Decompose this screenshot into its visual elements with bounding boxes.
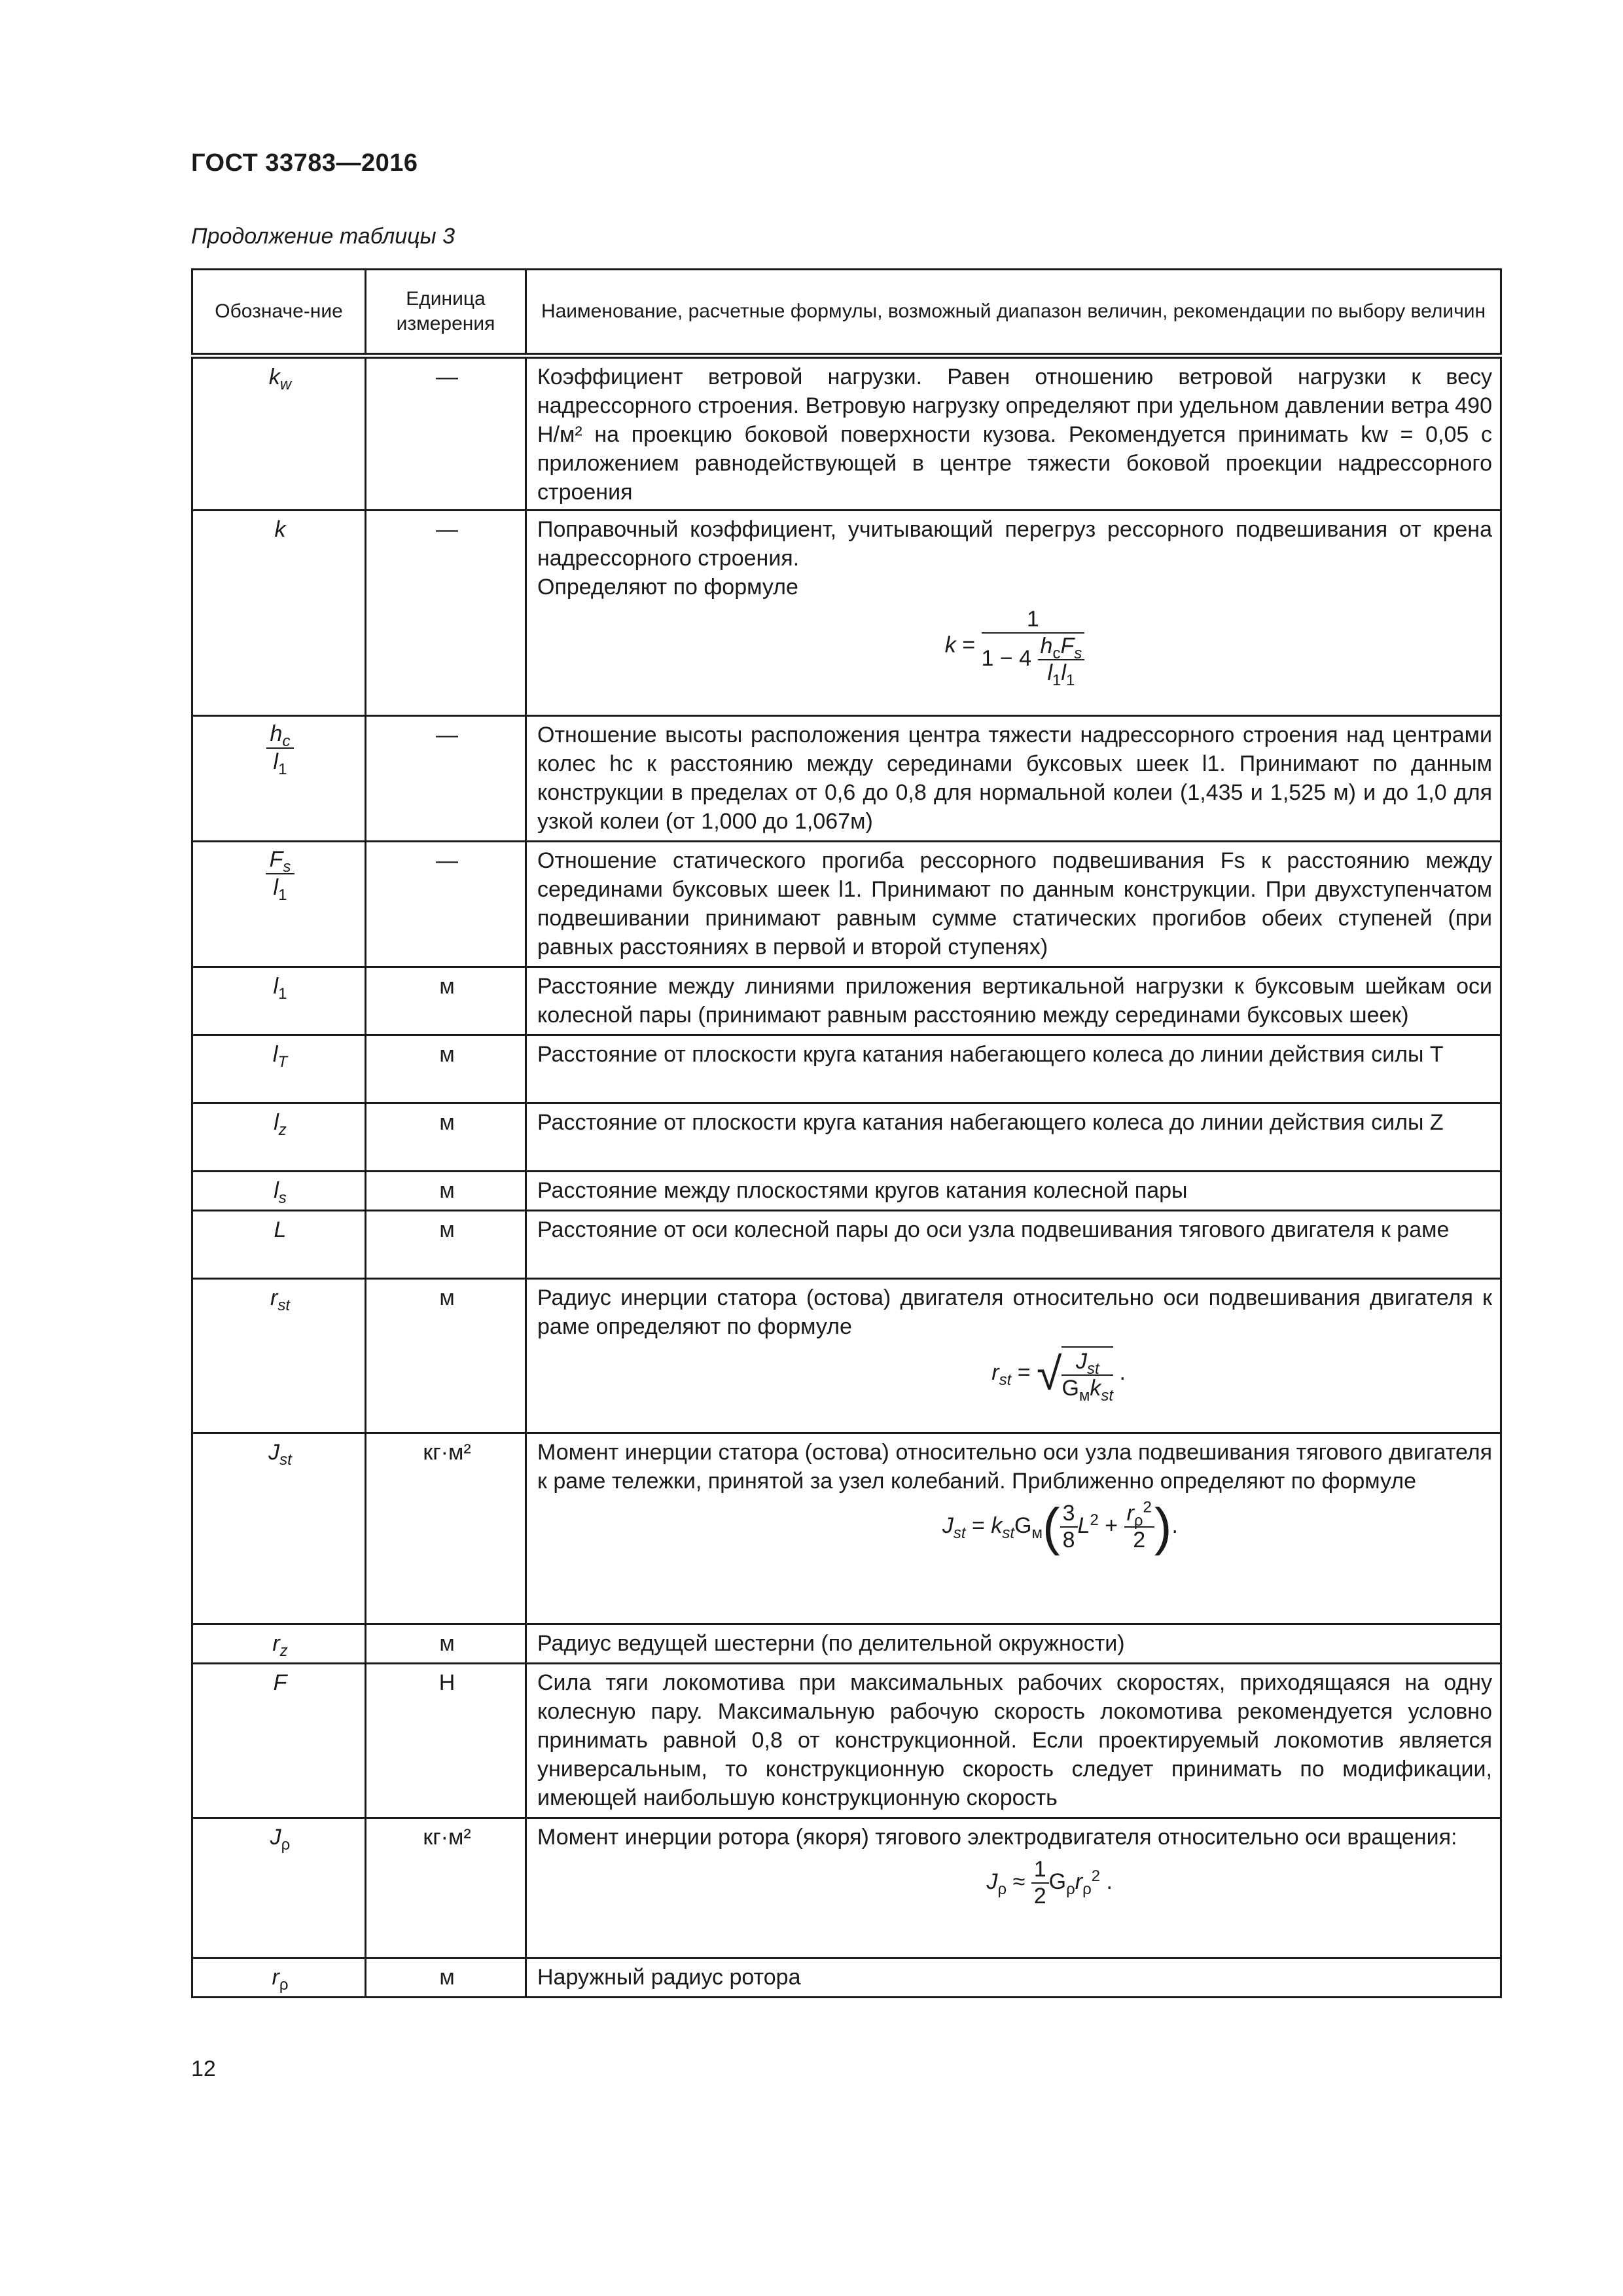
description-cell: Наружный радиус ротора — [526, 1958, 1501, 1998]
page-number: 12 — [191, 2056, 216, 2081]
table-row — [192, 511, 1501, 716]
table-row — [192, 1279, 1501, 1433]
symbol-cell: $r_{st}$ — [192, 1279, 366, 1433]
description-cell: Радиус ведущей шестерни (по делительной окружности) — [526, 1624, 1501, 1664]
table-row — [192, 967, 1501, 1035]
unit-cell: м — [366, 1211, 526, 1279]
symbol-cell: $\frac{h_c}{l_1}$ — [192, 716, 366, 842]
description-cell — [526, 511, 1501, 716]
unit-cell: — — [366, 511, 526, 716]
formula-k: k = 1 1 − 4 $h_cF_s$ $l_1l_1$ — [537, 607, 1492, 686]
symbol-cell: $\frac{F_s}{l_1}$ — [192, 842, 366, 967]
table-header-row — [192, 270, 1501, 356]
description-cell: Коэффициент ветровой нагрузки. Равен отношению ветровой нагрузки к весу надрессорного строения. Ветровую нагрузку определяют при удельном давлении ветра 490 Н/м² на проекцию боковой поверхности кузова. Рекомендуется принимать kw = 0,05 с приложением равнодействующей в центре тяжести боковой проекции надрессорного строения — [526, 356, 1501, 511]
symbol-cell: $k_w$ — [192, 356, 366, 511]
description-text: Момент инерции ротора (якоря) тягового электродвигателя относительно оси вращения: — [537, 1825, 1457, 1850]
column-header-symbol: Обозначе-ние — [192, 270, 366, 356]
description-cell: Отношение высоты расположения центра тяжести надрессорного строения над центрами колес hc к расстоянию между серединами буксовых шеек l1. Принимают по данным конструкции в пределах от 0,6 до 0,8 для нормальной колеи (1,435 и 1,525 м) и до 1,0 для узкой колеи (от 1,000 до 1,067м) — [526, 716, 1501, 842]
table-row — [192, 356, 1501, 511]
unit-cell: м — [366, 1624, 526, 1664]
description-cell: Отношение статического прогиба рессорного подвешивания Fs к расстоянию между серединами буксовых шеек l1. Принимают по данным конструкции. При двухступенчатом подвешивании принимают равным сумме статических прогибов обеих ступеней (при равных расстояниях в первой и второй ступенях) — [526, 842, 1501, 967]
description-cell: Расстояние от оси колесной пары до оси узла подвешивания тягового двигателя к раме — [526, 1211, 1501, 1279]
unit-cell: — — [366, 842, 526, 967]
formula-jst: $J_{st} = k_{st}G_м$( $\frac{3}{8}$ $L^2$ + $\frac{r_\rho^2}{2}$ ). — [942, 1498, 1178, 1556]
table-row — [192, 1664, 1501, 1818]
description-text: Радиус инерции статора (остова) двигателя относительно оси подвешивания двигателя к раме определяют по формуле — [537, 1285, 1492, 1339]
table-row — [192, 1172, 1501, 1211]
column-header-description: Наименование, расчетные формулы, возможный диапазон величин, рекомендации по выбору величин — [526, 270, 1501, 356]
unit-cell: кг·м² — [366, 1818, 526, 1958]
description-cell: Расстояние между плоскостями кругов катания колесной пары — [526, 1172, 1501, 1211]
table-row — [192, 1433, 1501, 1624]
table-row — [192, 1103, 1501, 1172]
description-cell — [526, 1433, 1501, 1624]
symbol-cell: $r_\rho$ — [192, 1958, 366, 1998]
description-cell: Расстояние между линиями приложения вертикальной нагрузки к буксовым шейкам оси колесной пары (принимают равным расстоянию между серединами буксовых шеек) — [526, 967, 1501, 1035]
table-row — [192, 1624, 1501, 1664]
description-cell — [526, 1818, 1501, 1958]
unit-cell: — — [366, 356, 526, 511]
unit-cell: м — [366, 1958, 526, 1998]
unit-cell: м — [366, 1172, 526, 1211]
formula-jrho: $J_\rho$ ≈ $\frac{1}{2}$ $G_\rho r_\rho^2$ . — [986, 1857, 1113, 1909]
symbol-cell: k — [192, 511, 366, 716]
description-text: Момент инерции статора (остова) относительно оси узла подвешивания тягового двигателя к раме тележки, принятой за узел колебаний. Приближенно определяют по формуле — [537, 1440, 1492, 1494]
table-row — [192, 716, 1501, 842]
description-cell: Расстояние от плоскости круга катания набегающего колеса до линии действия силы T — [526, 1035, 1501, 1103]
table-row — [192, 842, 1501, 967]
symbol-cell: $J_{st}$ — [192, 1433, 366, 1624]
formula-rst: $r_{st}$ = √ $J_{st}$ $G_мk_{st}$ . — [537, 1346, 1492, 1401]
table-row — [192, 1035, 1501, 1103]
unit-cell: м — [366, 1035, 526, 1103]
unit-cell: — — [366, 716, 526, 842]
symbol-cell: $l_s$ — [192, 1172, 366, 1211]
symbol-cell: $l_1$ — [192, 967, 366, 1035]
symbol-cell: $r_z$ — [192, 1624, 366, 1664]
table-row — [192, 1818, 1501, 1958]
symbol-cell: $J_\rho$ — [192, 1818, 366, 1958]
parameters-table — [191, 268, 1502, 1998]
symbol-cell: F — [192, 1664, 366, 1818]
unit-cell: м — [366, 967, 526, 1035]
unit-cell: кг·м² — [366, 1433, 526, 1624]
standard-number: ГОСТ 33783—2016 — [191, 149, 418, 177]
symbol-cell: L — [192, 1211, 366, 1279]
description-text: Поправочный коэффициент, учитывающий перегруз рессорного подвешивания от крена надрессорного строения. — [537, 517, 1492, 571]
description-cell: Сила тяги локомотива при максимальных рабочих скоростях, приходящаяся на одну колесную пару. Максимальную рабочую скорость локомотива рекомендуется условно принимать равной 0,8 от конструкционной. Если проектируемый локомотив является универсальным, то конструкционную скорость следует принимать по модификации, имеющей наибольшую конструкционную скорость — [526, 1664, 1501, 1818]
table-row — [192, 1211, 1501, 1279]
symbol-cell: $l_z$ — [192, 1103, 366, 1172]
table-continuation-caption: Продолжение таблицы 3 — [191, 224, 455, 249]
description-cell — [526, 1279, 1501, 1433]
description-cell: Расстояние от плоскости круга катания набегающего колеса до линии действия силы Z — [526, 1103, 1501, 1172]
unit-cell: м — [366, 1103, 526, 1172]
unit-cell: м — [366, 1279, 526, 1433]
table-row — [192, 1958, 1501, 1998]
symbol-cell: $l_T$ — [192, 1035, 366, 1103]
unit-cell: Н — [366, 1664, 526, 1818]
column-header-unit: Единица измерения — [366, 270, 526, 356]
description-text-2: Определяют по формуле — [537, 575, 798, 600]
